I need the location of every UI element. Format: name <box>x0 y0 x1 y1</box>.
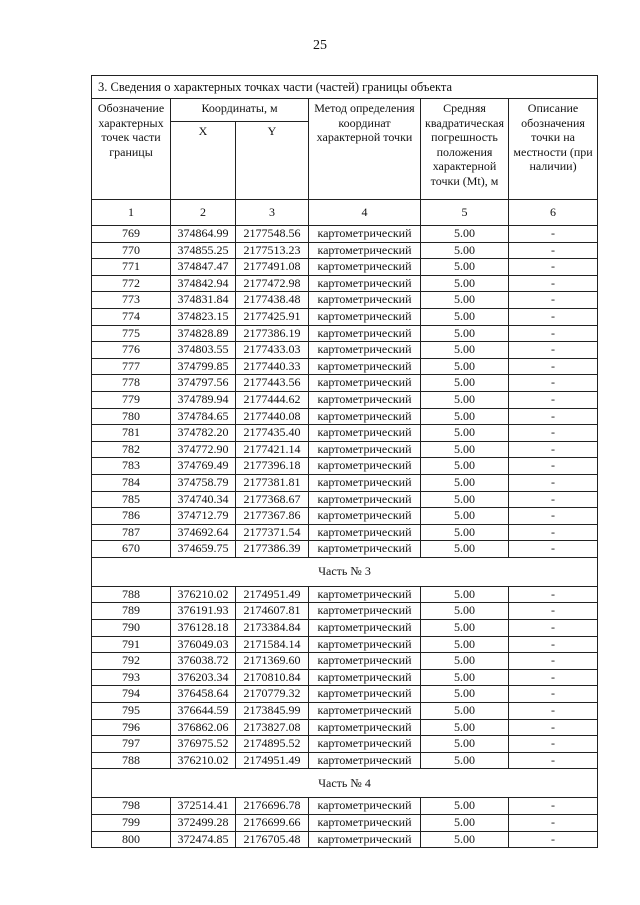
error-cell: 5.00 <box>421 736 509 753</box>
description-cell: - <box>509 308 598 325</box>
error-cell: 5.00 <box>421 653 509 670</box>
point-id-cell: 789 <box>92 603 171 620</box>
y-coordinate-cell: 2177386.39 <box>236 541 309 558</box>
x-coordinate-cell: 374799.85 <box>171 358 236 375</box>
method-cell: картометрический <box>309 653 421 670</box>
point-id-cell: 773 <box>92 292 171 309</box>
method-cell: картометрический <box>309 541 421 558</box>
table-row <box>92 259 598 276</box>
point-id-cell: 783 <box>92 458 171 475</box>
table-row <box>92 636 598 653</box>
y-coordinate-cell: 2176705.48 <box>236 831 309 848</box>
header-designation: Обозначение характерных точек части границы <box>92 99 171 200</box>
error-cell: 5.00 <box>421 719 509 736</box>
point-id-cell: 795 <box>92 703 171 720</box>
x-coordinate-cell: 376049.03 <box>171 636 236 653</box>
description-cell: - <box>509 831 598 848</box>
x-coordinate-cell: 374797.56 <box>171 375 236 392</box>
description-cell: - <box>509 358 598 375</box>
y-coordinate-cell: 2176696.78 <box>236 798 309 815</box>
method-cell: картометрический <box>309 603 421 620</box>
x-coordinate-cell: 376975.52 <box>171 736 236 753</box>
table-row <box>92 275 598 292</box>
y-coordinate-cell: 2177491.08 <box>236 259 309 276</box>
description-cell: - <box>509 603 598 620</box>
point-id-cell: 794 <box>92 686 171 703</box>
y-coordinate-cell: 2177368.67 <box>236 491 309 508</box>
x-coordinate-cell: 374864.99 <box>171 226 236 243</box>
method-cell: картометрический <box>309 458 421 475</box>
x-coordinate-cell: 374712.79 <box>171 508 236 525</box>
table-row <box>92 358 598 375</box>
x-coordinate-cell: 374784.65 <box>171 408 236 425</box>
method-cell: картометрический <box>309 669 421 686</box>
point-id-cell: 776 <box>92 342 171 359</box>
method-cell: картометрический <box>309 620 421 637</box>
table-row <box>92 815 598 832</box>
description-cell: - <box>509 798 598 815</box>
y-coordinate-cell: 2176699.66 <box>236 815 309 832</box>
error-cell: 5.00 <box>421 275 509 292</box>
x-coordinate-cell: 376203.34 <box>171 669 236 686</box>
x-coordinate-cell: 376210.02 <box>171 586 236 603</box>
point-id-cell: 771 <box>92 259 171 276</box>
x-coordinate-cell: 374772.90 <box>171 441 236 458</box>
method-cell: картометрический <box>309 425 421 442</box>
error-cell: 5.00 <box>421 798 509 815</box>
description-cell: - <box>509 541 598 558</box>
point-id-cell: 777 <box>92 358 171 375</box>
table-row <box>92 441 598 458</box>
error-cell: 5.00 <box>421 541 509 558</box>
x-coordinate-cell: 376038.72 <box>171 653 236 670</box>
y-coordinate-cell: 2177433.03 <box>236 342 309 359</box>
method-cell: картометрический <box>309 259 421 276</box>
method-cell: картометрический <box>309 242 421 259</box>
error-cell: 5.00 <box>421 491 509 508</box>
error-cell: 5.00 <box>421 603 509 620</box>
table-row <box>92 242 598 259</box>
column-number: 4 <box>309 200 421 226</box>
point-id-cell: 785 <box>92 491 171 508</box>
error-cell: 5.00 <box>421 815 509 832</box>
table-row <box>92 292 598 309</box>
y-coordinate-cell: 2177425.91 <box>236 308 309 325</box>
method-cell: картометрический <box>309 586 421 603</box>
page-number: 25 <box>313 38 327 53</box>
column-number: 6 <box>509 200 598 226</box>
method-cell: картометрический <box>309 752 421 769</box>
error-cell: 5.00 <box>421 408 509 425</box>
error-cell: 5.00 <box>421 831 509 848</box>
method-cell: картометрический <box>309 831 421 848</box>
x-coordinate-cell: 374740.34 <box>171 491 236 508</box>
description-cell: - <box>509 636 598 653</box>
method-cell: картометрический <box>309 342 421 359</box>
error-cell: 5.00 <box>421 375 509 392</box>
x-coordinate-cell: 374828.89 <box>171 325 236 342</box>
method-cell: картометрический <box>309 325 421 342</box>
description-cell: - <box>509 474 598 491</box>
x-coordinate-cell: 376191.93 <box>171 603 236 620</box>
point-id-cell: 772 <box>92 275 171 292</box>
method-cell: картометрический <box>309 292 421 309</box>
header-error: Средняя квадратическая погрешность положения характерной точки (Mt), м <box>421 99 509 200</box>
y-coordinate-cell: 2177435.40 <box>236 425 309 442</box>
table-row <box>92 798 598 815</box>
header-y: Y <box>236 122 309 200</box>
description-cell: - <box>509 458 598 475</box>
description-cell: - <box>509 441 598 458</box>
y-coordinate-cell: 2174895.52 <box>236 736 309 753</box>
point-id-cell: 796 <box>92 719 171 736</box>
point-id-cell: 779 <box>92 391 171 408</box>
method-cell: картометрический <box>309 736 421 753</box>
point-id-cell: 790 <box>92 620 171 637</box>
point-id-cell: 793 <box>92 669 171 686</box>
point-id-cell: 786 <box>92 508 171 525</box>
error-cell: 5.00 <box>421 425 509 442</box>
point-id-cell: 788 <box>92 752 171 769</box>
description-cell: - <box>509 719 598 736</box>
y-coordinate-cell: 2177513.23 <box>236 242 309 259</box>
y-coordinate-cell: 2171584.14 <box>236 636 309 653</box>
y-coordinate-cell: 2174951.49 <box>236 586 309 603</box>
point-id-cell: 797 <box>92 736 171 753</box>
y-coordinate-cell: 2177438.48 <box>236 292 309 309</box>
description-cell: - <box>509 226 598 243</box>
description-cell: - <box>509 491 598 508</box>
error-cell: 5.00 <box>421 620 509 637</box>
point-id-cell: 775 <box>92 325 171 342</box>
part-title: Часть № 3 <box>92 557 598 586</box>
error-cell: 5.00 <box>421 474 509 491</box>
table-row <box>92 391 598 408</box>
method-cell: картометрический <box>309 815 421 832</box>
point-id-cell: 791 <box>92 636 171 653</box>
part-header-row <box>92 557 598 586</box>
y-coordinate-cell: 2177371.54 <box>236 524 309 541</box>
error-cell: 5.00 <box>421 226 509 243</box>
method-cell: картометрический <box>309 391 421 408</box>
method-cell: картометрический <box>309 308 421 325</box>
error-cell: 5.00 <box>421 308 509 325</box>
table-row <box>92 831 598 848</box>
error-cell: 5.00 <box>421 242 509 259</box>
y-coordinate-cell: 2170810.84 <box>236 669 309 686</box>
point-id-cell: 770 <box>92 242 171 259</box>
error-cell: 5.00 <box>421 342 509 359</box>
point-id-cell: 792 <box>92 653 171 670</box>
y-coordinate-cell: 2170779.32 <box>236 686 309 703</box>
x-coordinate-cell: 374659.75 <box>171 541 236 558</box>
y-coordinate-cell: 2177381.81 <box>236 474 309 491</box>
x-coordinate-cell: 374823.15 <box>171 308 236 325</box>
x-coordinate-cell: 374831.84 <box>171 292 236 309</box>
table-row <box>92 620 598 637</box>
method-cell: картометрический <box>309 798 421 815</box>
x-coordinate-cell: 374782.20 <box>171 425 236 442</box>
description-cell: - <box>509 408 598 425</box>
error-cell: 5.00 <box>421 441 509 458</box>
description-cell: - <box>509 669 598 686</box>
x-coordinate-cell: 374803.55 <box>171 342 236 359</box>
table-row <box>92 719 598 736</box>
table-row <box>92 524 598 541</box>
error-cell: 5.00 <box>421 508 509 525</box>
y-coordinate-cell: 2173845.99 <box>236 703 309 720</box>
part-title: Часть № 4 <box>92 769 598 798</box>
points-table <box>91 75 598 848</box>
description-cell: - <box>509 275 598 292</box>
error-cell: 5.00 <box>421 524 509 541</box>
point-id-cell: 780 <box>92 408 171 425</box>
description-cell: - <box>509 524 598 541</box>
x-coordinate-cell: 376862.06 <box>171 719 236 736</box>
method-cell: картометрический <box>309 275 421 292</box>
x-coordinate-cell: 372514.41 <box>171 798 236 815</box>
table-row <box>92 686 598 703</box>
column-number: 5 <box>421 200 509 226</box>
x-coordinate-cell: 374789.94 <box>171 391 236 408</box>
description-cell: - <box>509 586 598 603</box>
method-cell: картометрический <box>309 358 421 375</box>
point-id-cell: 781 <box>92 425 171 442</box>
method-cell: картометрический <box>309 508 421 525</box>
point-id-cell: 782 <box>92 441 171 458</box>
table-row <box>92 508 598 525</box>
description-cell: - <box>509 620 598 637</box>
table-row <box>92 669 598 686</box>
x-coordinate-cell: 376458.64 <box>171 686 236 703</box>
y-coordinate-cell: 2171369.60 <box>236 653 309 670</box>
description-cell: - <box>509 508 598 525</box>
x-coordinate-cell: 372474.85 <box>171 831 236 848</box>
table-row <box>92 736 598 753</box>
error-cell: 5.00 <box>421 259 509 276</box>
method-cell: картометрический <box>309 375 421 392</box>
table-row <box>92 342 598 359</box>
part-header-row <box>92 769 598 798</box>
method-cell: картометрический <box>309 474 421 491</box>
error-cell: 5.00 <box>421 358 509 375</box>
method-cell: картометрический <box>309 636 421 653</box>
column-numbers-row <box>92 200 598 226</box>
x-coordinate-cell: 376210.02 <box>171 752 236 769</box>
y-coordinate-cell: 2177421.14 <box>236 441 309 458</box>
table-row <box>92 703 598 720</box>
section-title: 3. Сведения о характерных точках части (частей) границы объекта <box>92 76 598 99</box>
x-coordinate-cell: 376644.59 <box>171 703 236 720</box>
error-cell: 5.00 <box>421 458 509 475</box>
point-id-cell: 788 <box>92 586 171 603</box>
method-cell: картометрический <box>309 719 421 736</box>
description-cell: - <box>509 259 598 276</box>
table-row <box>92 325 598 342</box>
point-id-cell: 798 <box>92 798 171 815</box>
y-coordinate-cell: 2177386.19 <box>236 325 309 342</box>
error-cell: 5.00 <box>421 703 509 720</box>
header-description: Описание обозначения точки на местности (при наличии) <box>509 99 598 200</box>
description-cell: - <box>509 653 598 670</box>
table-row <box>92 425 598 442</box>
error-cell: 5.00 <box>421 752 509 769</box>
table-row <box>92 541 598 558</box>
error-cell: 5.00 <box>421 586 509 603</box>
description-cell: - <box>509 375 598 392</box>
method-cell: картометрический <box>309 686 421 703</box>
y-coordinate-cell: 2177548.56 <box>236 226 309 243</box>
description-cell: - <box>509 242 598 259</box>
y-coordinate-cell: 2177440.08 <box>236 408 309 425</box>
point-id-cell: 799 <box>92 815 171 832</box>
error-cell: 5.00 <box>421 292 509 309</box>
method-cell: картометрический <box>309 491 421 508</box>
x-coordinate-cell: 372499.28 <box>171 815 236 832</box>
y-coordinate-cell: 2177440.33 <box>236 358 309 375</box>
point-id-cell: 670 <box>92 541 171 558</box>
x-coordinate-cell: 374847.47 <box>171 259 236 276</box>
method-cell: картометрический <box>309 226 421 243</box>
error-cell: 5.00 <box>421 669 509 686</box>
description-cell: - <box>509 703 598 720</box>
header-method: Метод определения координат характерной точки <box>309 99 421 200</box>
description-cell: - <box>509 391 598 408</box>
x-coordinate-cell: 374692.64 <box>171 524 236 541</box>
method-cell: картометрический <box>309 703 421 720</box>
header-coordinates: Координаты, м <box>171 99 309 122</box>
table-row <box>92 458 598 475</box>
description-cell: - <box>509 325 598 342</box>
y-coordinate-cell: 2173827.08 <box>236 719 309 736</box>
description-cell: - <box>509 736 598 753</box>
point-id-cell: 769 <box>92 226 171 243</box>
column-number: 2 <box>171 200 236 226</box>
point-id-cell: 800 <box>92 831 171 848</box>
point-id-cell: 787 <box>92 524 171 541</box>
y-coordinate-cell: 2177472.98 <box>236 275 309 292</box>
description-cell: - <box>509 292 598 309</box>
table-row <box>92 226 598 243</box>
table-row <box>92 603 598 620</box>
y-coordinate-cell: 2177444.62 <box>236 391 309 408</box>
description-cell: - <box>509 815 598 832</box>
table-row <box>92 308 598 325</box>
error-cell: 5.00 <box>421 636 509 653</box>
table-row <box>92 586 598 603</box>
x-coordinate-cell: 374842.94 <box>171 275 236 292</box>
x-coordinate-cell: 374855.25 <box>171 242 236 259</box>
description-cell: - <box>509 686 598 703</box>
table-row <box>92 408 598 425</box>
method-cell: картометрический <box>309 441 421 458</box>
method-cell: картометрический <box>309 524 421 541</box>
point-id-cell: 778 <box>92 375 171 392</box>
description-cell: - <box>509 342 598 359</box>
y-coordinate-cell: 2177367.86 <box>236 508 309 525</box>
header-x: X <box>171 122 236 200</box>
y-coordinate-cell: 2177396.18 <box>236 458 309 475</box>
table-row <box>92 474 598 491</box>
y-coordinate-cell: 2174607.81 <box>236 603 309 620</box>
error-cell: 5.00 <box>421 686 509 703</box>
error-cell: 5.00 <box>421 391 509 408</box>
x-coordinate-cell: 374769.49 <box>171 458 236 475</box>
description-cell: - <box>509 752 598 769</box>
column-number: 1 <box>92 200 171 226</box>
table-row <box>92 653 598 670</box>
point-id-cell: 784 <box>92 474 171 491</box>
x-coordinate-cell: 374758.79 <box>171 474 236 491</box>
description-cell: - <box>509 425 598 442</box>
error-cell: 5.00 <box>421 325 509 342</box>
table-row <box>92 491 598 508</box>
point-id-cell: 774 <box>92 308 171 325</box>
table-row <box>92 752 598 769</box>
table-row <box>92 375 598 392</box>
x-coordinate-cell: 376128.18 <box>171 620 236 637</box>
y-coordinate-cell: 2173384.84 <box>236 620 309 637</box>
y-coordinate-cell: 2174951.49 <box>236 752 309 769</box>
column-number: 3 <box>236 200 309 226</box>
method-cell: картометрический <box>309 408 421 425</box>
y-coordinate-cell: 2177443.56 <box>236 375 309 392</box>
